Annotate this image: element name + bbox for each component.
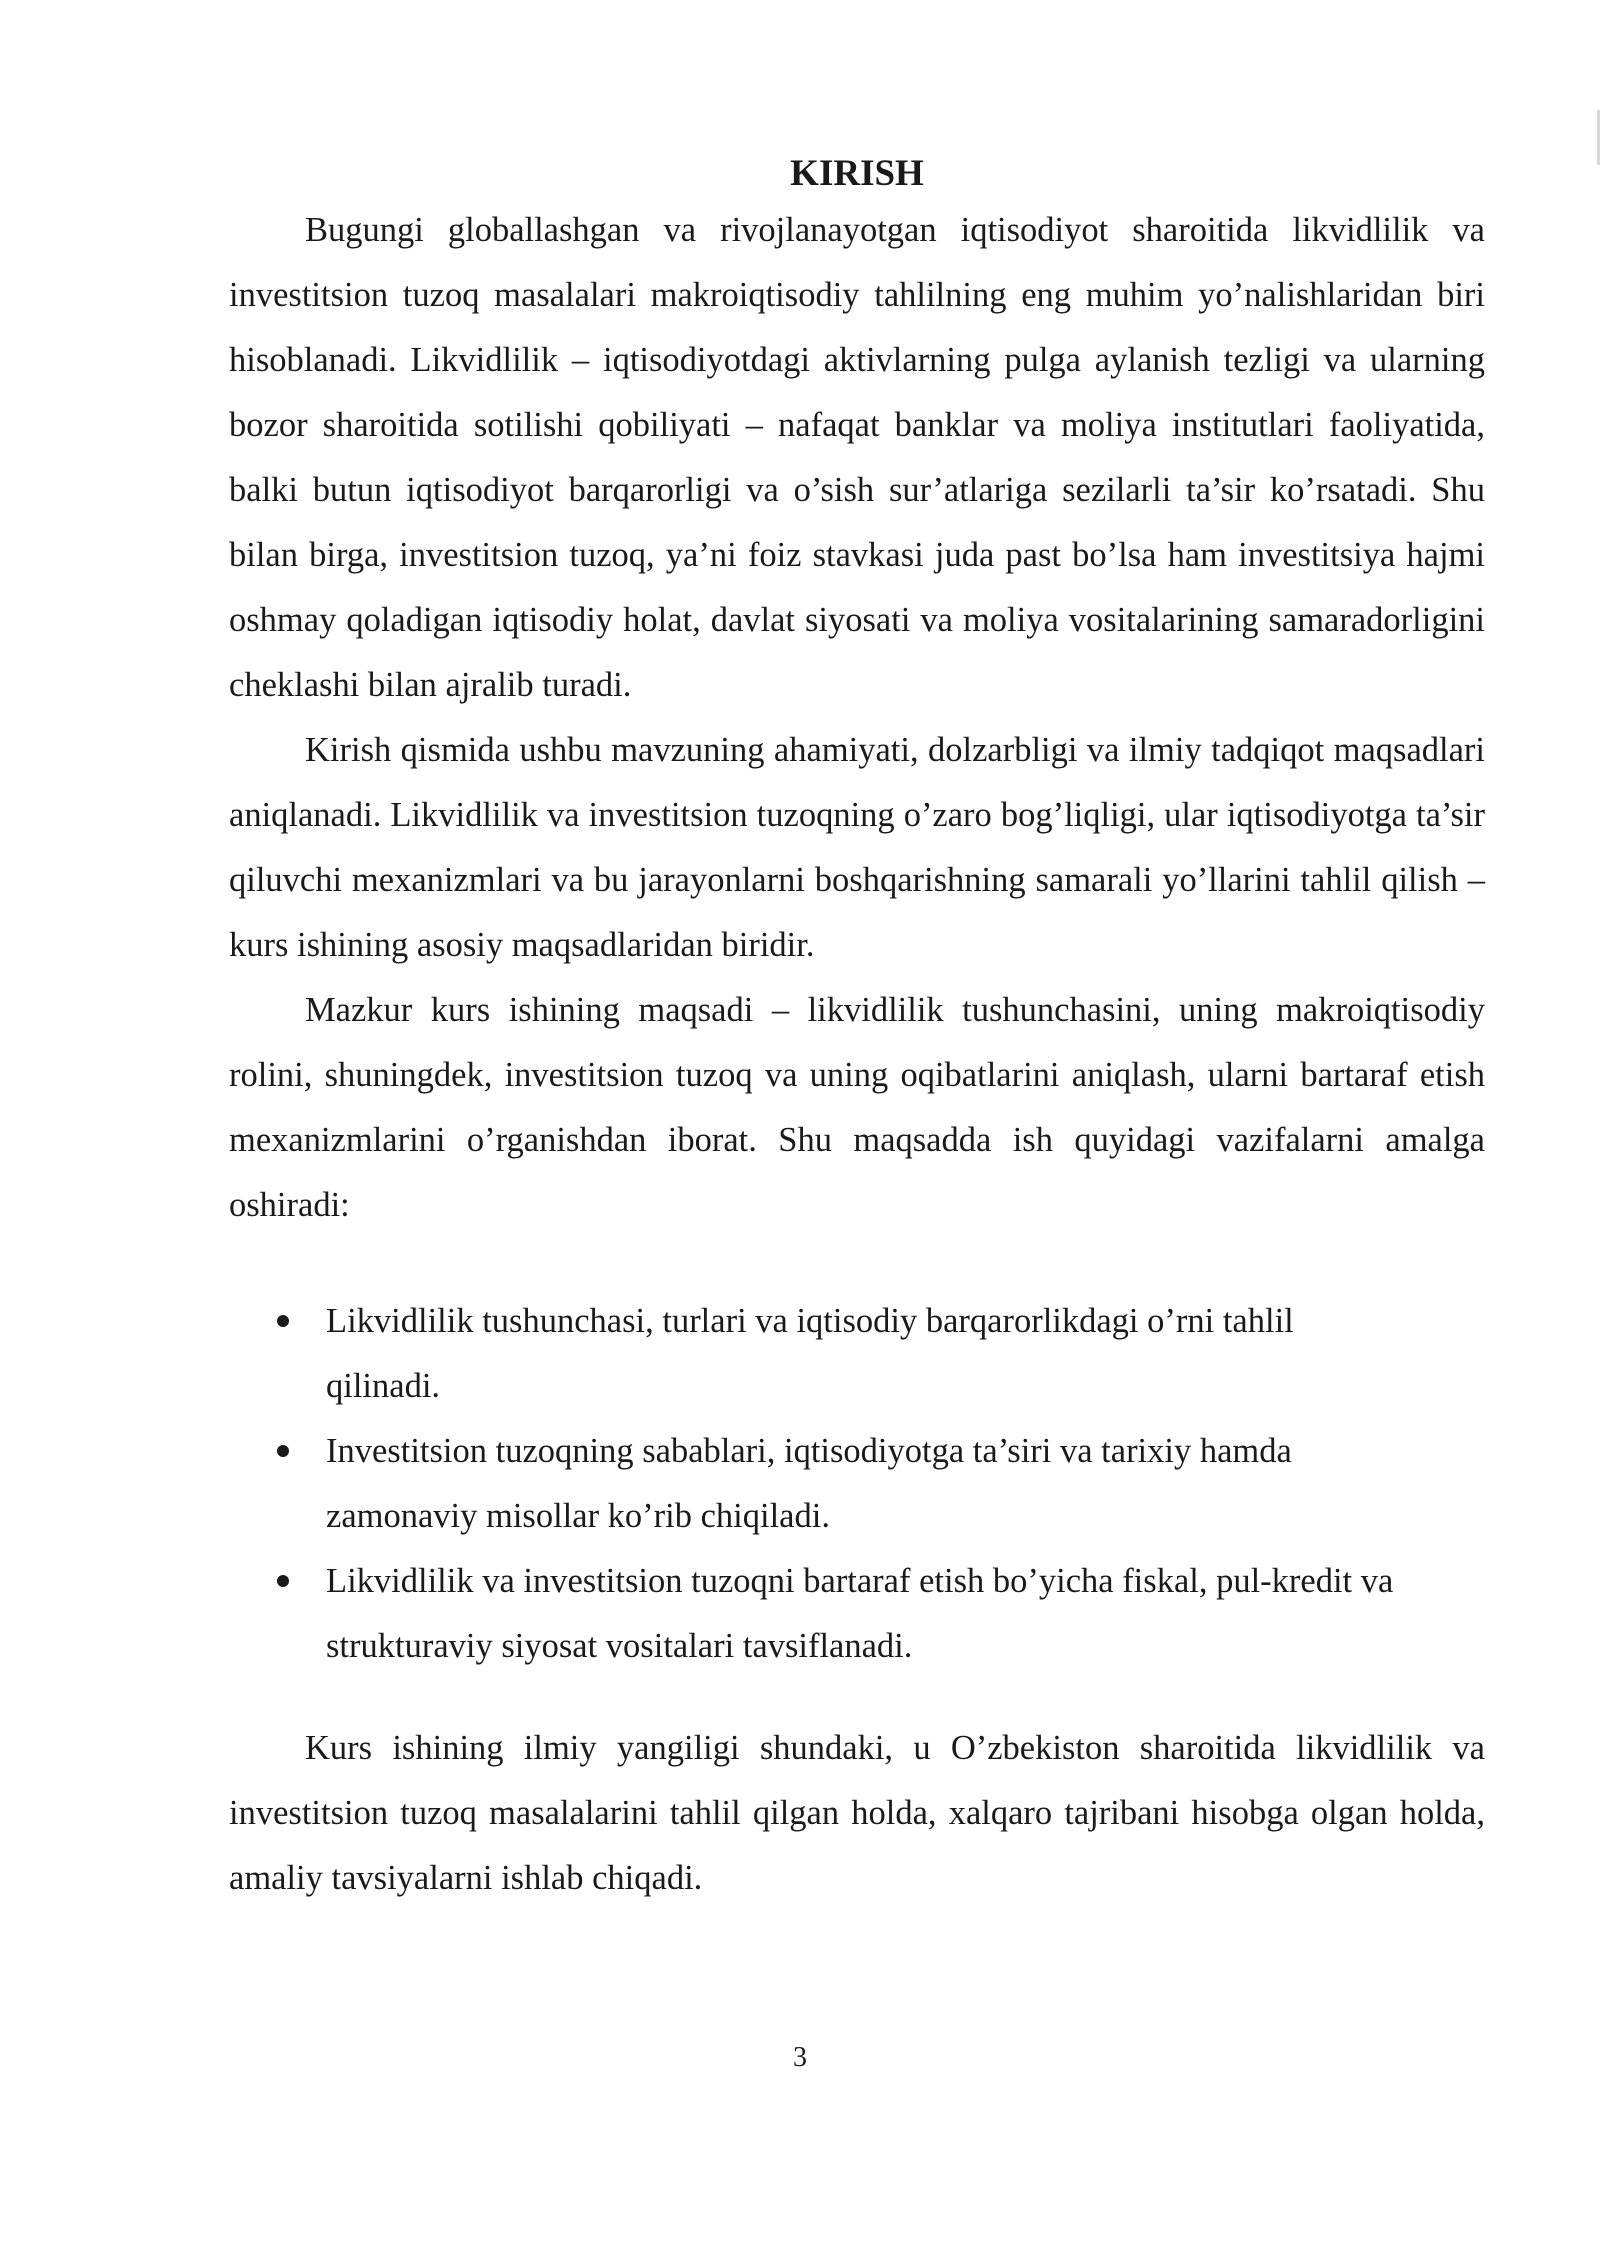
- bullet-icon: [277, 1575, 289, 1587]
- paragraph-goal: Mazkur kurs ishining maqsadi – likvidlilik tushunchasini, uning makroiqtisodiy rolini, shuningdek, investitsion tuzoq va uning oqibatlarini aniqlash, ularni bartaraf etish mexanizmlarini o’rganishdan iborat. Shu maqsadda ish quyidagi vazifalarni amalga oshiradi:: [229, 991, 1485, 1224]
- page-content: [229, 150, 1485, 1911]
- task-list-item: [229, 1289, 1485, 1419]
- bullet-icon: [277, 1445, 289, 1457]
- paragraph-intro: Bugungi globallashgan va rivojlanayotgan iqtisodiyot sharoitida likvidlilik va investitsion tuzoq masalalari makroiqtisodiy tahlilning eng muhim yo’nalishlaridan biri hisoblanadi. Likvidlilik – iqtisodiyotdagi aktivlarning pulga aylanish tezligi va ularning bozor sharoitida sotilishi qobiliyati – nafaqat banklar va moliya institutlari faoliyatida, balki butun iqtisodiyot barqarorligi va o’sish sur’atlariga sezilarli ta’sir ko’rsatadi. Shu bilan birga, investitsion tuzoq, ya’ni foiz stavkasi juda past bo’lsa ham investitsiya hajmi oshmay qoladigan iqtisodiy holat, davlat siyosati va moliya vositalarining samaradorligini cheklashi bilan ajralib turadi.: [229, 211, 1485, 704]
- task-list: [229, 1289, 1485, 1679]
- task-text: Likvidlilik tushunchasi, turlari va iqtisodiy barqarorlikdagi o’rni tahlil qilinadi.: [326, 1302, 1294, 1405]
- task-list-item: [229, 1549, 1485, 1679]
- task-list-item: [229, 1419, 1485, 1549]
- paragraph-purpose: Kirish qismida ushbu mavzuning ahamiyati, dolzarbligi va ilmiy tadqiqot maqsadlari aniqlanadi. Likvidlilik va investitsion tuzoqning o’zaro bog’liqligi, ular iqtisodiyotga ta’sir qiluvchi mexanizmlari va bu jarayonlarni boshqarishning samarali yo’llarini tahlil qilish – kurs ishining asosiy maqsadlaridan biridir.: [229, 731, 1485, 964]
- task-text: Investitsion tuzoqning sabablari, iqtisodiyotga ta’siri va tarixiy hamda zamonaviy misollar ko’rib chiqiladi.: [326, 1432, 1292, 1535]
- paragraph-novelty: Kurs ishining ilmiy yangiligi shundaki, u O’zbekiston sharoitida likvidlilik va investitsion tuzoq masalalarini tahlil qilgan holda, xalqaro tajribani hisobga olgan holda, amaliy tavsiyalarni ishlab chiqadi.: [229, 1729, 1485, 1897]
- page-number: 3: [793, 2042, 807, 2073]
- task-text: Likvidlilik va investitsion tuzoqni bartaraf etish bo’yicha fiskal, pul-kredit va strukturaviy siyosat vositalari tavsiflanadi.: [326, 1562, 1394, 1665]
- section-title: KIRISH: [790, 153, 924, 194]
- bullet-icon: [277, 1315, 289, 1327]
